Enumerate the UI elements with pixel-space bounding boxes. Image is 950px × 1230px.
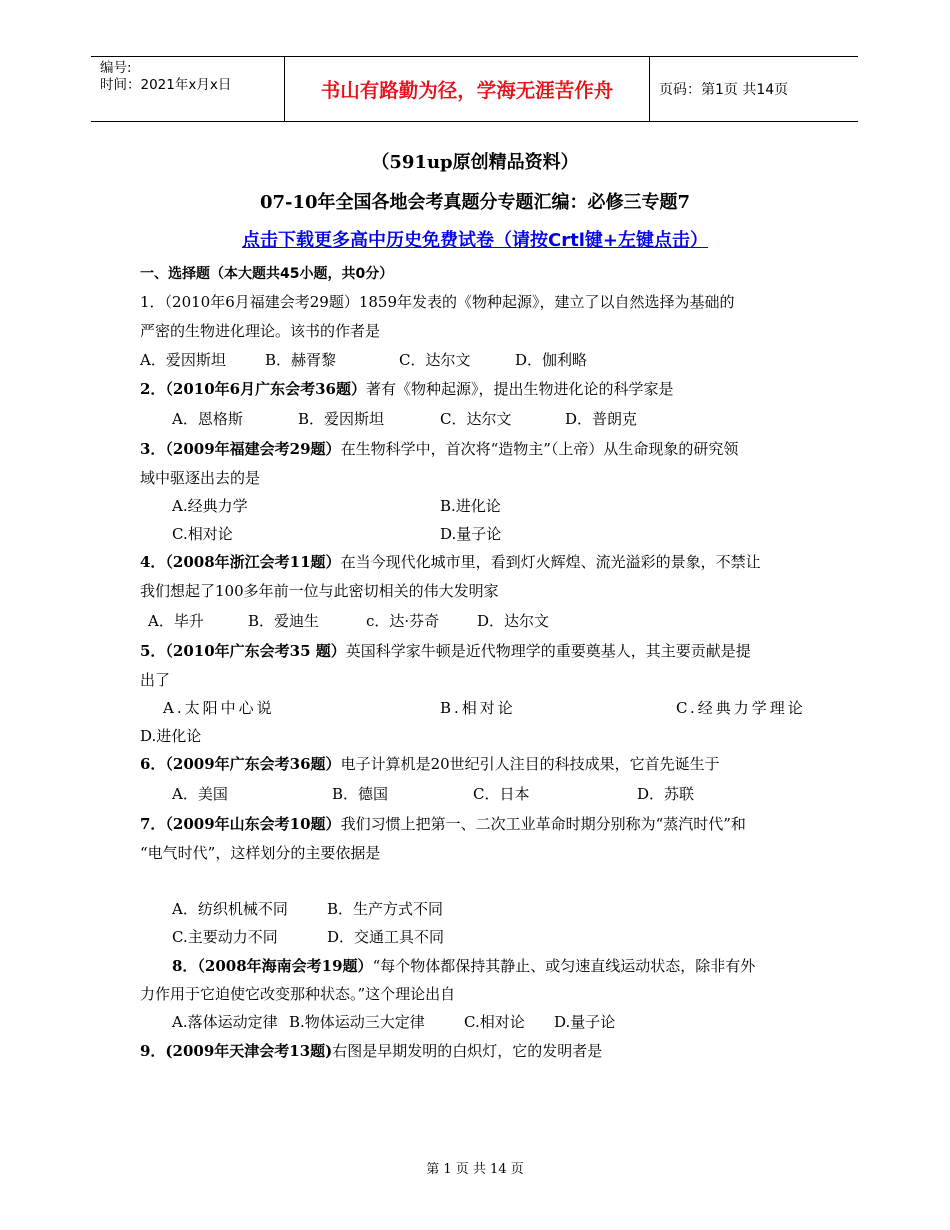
title-main: 07-10年全国各地会考真题分专题汇编：必修三专题7	[259, 192, 691, 213]
q5-option-a: A.太阳中心说	[163, 699, 275, 717]
number-label: 编号:	[100, 60, 132, 76]
q9-line1	[140, 1040, 602, 1061]
q2-line1	[140, 378, 674, 399]
q2-option-c: C．达尔文	[440, 410, 512, 428]
q3-source: 3．（2009年福建会考29题）	[140, 440, 341, 458]
q4-option-a: A．毕升	[148, 612, 204, 630]
q4-option-c: c．达·芬奇	[366, 612, 440, 630]
motto: 书山有路勤为径，学海无涯苦作舟	[285, 57, 650, 121]
q8-option-c: C.相对论	[464, 1013, 525, 1031]
q7-option-c: C.主要动力不同	[172, 928, 278, 946]
q6-source: 6．（2009年广东会考36题）	[140, 755, 341, 773]
q4-option-d: D．达尔文	[477, 612, 550, 630]
q3-line1	[140, 438, 738, 459]
q7-option-b: B．生产方式不同	[327, 900, 444, 918]
q8-option-a: A.落体运动定律	[172, 1013, 278, 1031]
q3-text: 在生物科学中，首次将“造物主”（上帝）从生命现象的研究领	[340, 440, 739, 458]
q6-line1	[140, 753, 720, 774]
page-footer: 第 1 页 共 14 页	[426, 1162, 524, 1177]
title-original: （591up原创精品资料）	[371, 152, 579, 173]
q8-line2: 力作用于它迫使它改变那种状态。”这个理论出自	[140, 985, 456, 1003]
q9-source: 9．(2009年天津会考13题)	[140, 1042, 333, 1060]
q8-line1	[172, 955, 755, 976]
q4-line2: 我们想起了100多年前一位与此密切相关的伟大发明家	[140, 582, 499, 600]
q4-source: 4．（2008年浙江会考11题）	[140, 553, 341, 571]
section-heading: 一、选择题（本大题共45小题，共0分）	[140, 266, 394, 282]
q1-option-c: C．达尔文	[399, 351, 471, 369]
q5-option-c: C.经典力学理论	[676, 699, 806, 717]
q7-source: 7．（2009年山东会考10题）	[140, 815, 341, 833]
q5-text: 英国科学家牛顿是近代物理学的重要奠基人，其主要贡献是提	[345, 642, 751, 660]
q7-line1	[140, 813, 746, 834]
download-link[interactable]: 点击下载更多高中历史免费试卷（请按Crtl键+左键点击）	[242, 230, 708, 251]
q6-option-c: C．日本	[473, 785, 530, 803]
q8-source: 8．（2008年海南会考19题）	[172, 957, 373, 975]
q7-line2: “电气时代”，这样划分的主要依据是	[140, 844, 381, 862]
q1-line1: 1．（2010年6月福建会考29题）1859年发表的《物种起源》，建立了以自然选择为基础的	[140, 293, 735, 311]
q1-option-b: B．赫胥黎	[265, 351, 337, 369]
time-label: 时间：2021年x月x日	[100, 77, 232, 93]
q1-line2: 严密的生物进化理论。该书的作者是	[140, 322, 381, 340]
q5-source: 5．（2010年广东会考35 题）	[140, 642, 346, 660]
q2-option-d: D．普朗克	[565, 410, 638, 428]
q3-line2: 域中驱逐出去的是	[140, 469, 261, 487]
q3-option-d: D.量子论	[440, 525, 502, 543]
q2-option-a: A．恩格斯	[172, 410, 243, 428]
q3-option-b: B.进化论	[440, 497, 501, 515]
q8-option-d: D.量子论	[554, 1013, 616, 1031]
q1-option-a: A．爱因斯坦	[140, 351, 226, 369]
q8-text: “每个物体都保持其静止、或匀速直线运动状态，除非有外	[372, 957, 756, 975]
q9-text: 右图是早期发明的白炽灯，它的发明者是	[332, 1042, 603, 1060]
q3-option-a: A.经典力学	[172, 497, 248, 515]
q6-text: 电子计算机是20世纪引人注目的科技成果，它首先诞生于	[340, 755, 720, 773]
q5-line1	[140, 640, 751, 661]
q7-text: 我们习惯上把第一、二次工业革命时期分别称为“蒸汽时代”和	[340, 815, 746, 833]
q7-option-d: D．交通工具不同	[327, 928, 445, 946]
q5-line2: 出了	[140, 671, 171, 689]
q4-line1	[140, 551, 761, 572]
q4-option-b: B．爱迪生	[248, 612, 320, 630]
q8-option-b: B.物体运动三大定律	[289, 1013, 425, 1031]
q6-option-a: A．美国	[172, 785, 228, 803]
q7-option-a: A．纺织机械不同	[172, 900, 288, 918]
q2-source: 2．（2010年6月广东会考36题）	[140, 380, 366, 398]
q4-text: 在当今现代化城市里，看到灯火辉煌、流光溢彩的景象，不禁让	[340, 553, 761, 571]
q5-option-b: B.相对论	[440, 699, 516, 717]
q2-option-b: B．爱因斯坦	[298, 410, 385, 428]
q5-option-d: D.进化论	[140, 727, 202, 745]
q6-option-d: D．苏联	[637, 785, 695, 803]
header-table	[91, 56, 858, 122]
q2-text: 著有《物种起源》，提出生物进化论的科学家是	[366, 380, 674, 398]
q6-option-b: B．德国	[332, 785, 389, 803]
q3-option-c: C.相对论	[172, 525, 233, 543]
header-left-cell	[91, 57, 285, 121]
page-info: 页码：第1页 共14页	[659, 82, 789, 98]
q1-option-d: D．伽利略	[515, 351, 588, 369]
